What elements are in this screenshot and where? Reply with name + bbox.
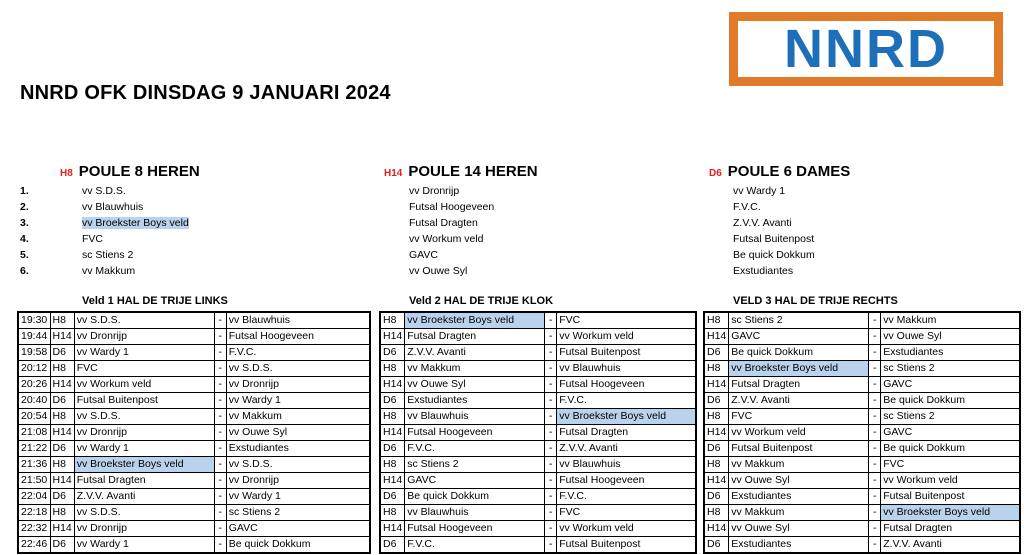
home-team: Exstudiantes <box>729 489 869 505</box>
table-row <box>380 312 696 329</box>
home-team: GAVC <box>405 473 545 489</box>
veld-2-header: Veld 2 HAL DE TRIJE KLOK <box>409 295 554 307</box>
away-team: F.V.C. <box>226 345 370 361</box>
table-row <box>18 473 370 489</box>
page-title: NNRD OFK DINSDAG 9 JANUARI 2024 <box>20 82 391 104</box>
away-team: Exstudiantes <box>226 441 370 457</box>
poule-code: H8 <box>50 361 74 377</box>
home-team: Futsal Dragten <box>405 329 545 345</box>
separator: - <box>869 393 881 409</box>
poule-code: H14 <box>50 329 74 345</box>
home-team: vv Makkum <box>405 361 545 377</box>
separator: - <box>214 409 226 425</box>
separator: - <box>214 345 226 361</box>
poule-code: H14 <box>50 473 74 489</box>
table-row <box>704 329 1020 345</box>
home-team: vv Blauwhuis <box>405 505 545 521</box>
poule-code: H14 <box>380 521 405 537</box>
team-name-highlighted: vv Broekster Boys veld <box>82 217 189 229</box>
table-row <box>380 393 696 409</box>
poule-code: H14 <box>704 329 729 345</box>
away-team: vv Ouwe Syl <box>226 425 370 441</box>
home-team: Exstudiantes <box>405 393 545 409</box>
away-team: GAVC <box>226 521 370 537</box>
table-row <box>704 361 1020 377</box>
home-team: vv Blauwhuis <box>405 409 545 425</box>
home-team: Futsal Buitenpost <box>74 393 214 409</box>
poule-code: H14 <box>50 377 74 393</box>
away-team: F.V.C. <box>557 393 696 409</box>
home-team: Futsal Dragten <box>74 473 214 489</box>
away-team: Z.V.V. Avanti <box>557 441 696 457</box>
team-name: GAVC <box>409 249 438 261</box>
match-time: 19:30 <box>18 312 50 329</box>
veld-3-schedule-table <box>703 311 1021 554</box>
away-team: vv Workum veld <box>557 521 696 537</box>
poule-name: POULE 14 HEREN <box>408 163 538 180</box>
poule-code: H8 <box>704 312 729 329</box>
table-row <box>380 425 696 441</box>
home-team: vv S.D.S. <box>74 505 214 521</box>
away-team: Futsal Hoogeveen <box>226 329 370 345</box>
separator: - <box>869 361 881 377</box>
poule-code: H8 <box>704 409 729 425</box>
table-row <box>704 505 1020 521</box>
separator: - <box>545 521 557 537</box>
away-team: FVC <box>557 312 696 329</box>
separator: - <box>545 537 557 554</box>
home-team: Exstudiantes <box>729 537 869 554</box>
away-team: vv Broekster Boys veld <box>881 505 1020 521</box>
table-row <box>380 409 696 425</box>
away-team: vv Ouwe Syl <box>881 329 1020 345</box>
match-time: 21:36 <box>18 457 50 473</box>
table-row <box>18 537 370 554</box>
poule-code: D6 <box>50 489 74 505</box>
separator: - <box>214 377 226 393</box>
veld-1-schedule-table <box>17 311 371 554</box>
poule-code: H14 <box>380 377 405 393</box>
home-team: vv Broekster Boys veld <box>405 312 545 329</box>
table-row <box>380 473 696 489</box>
away-team: Futsal Dragten <box>557 425 696 441</box>
table-row <box>18 345 370 361</box>
match-time: 22:46 <box>18 537 50 554</box>
away-team: vv Makkum <box>226 409 370 425</box>
poule-code: H8 <box>60 168 73 179</box>
table-row <box>704 377 1020 393</box>
home-team: Z.V.V. Avanti <box>729 393 869 409</box>
poule-code: D6 <box>380 489 405 505</box>
away-team: F.V.C. <box>557 489 696 505</box>
separator: - <box>545 312 557 329</box>
table-row <box>704 537 1020 554</box>
match-time: 19:58 <box>18 345 50 361</box>
home-team: vv S.D.S. <box>74 409 214 425</box>
separator: - <box>545 457 557 473</box>
home-team: vv Dronrijp <box>74 521 214 537</box>
poule-code: H8 <box>50 505 74 521</box>
separator: - <box>869 489 881 505</box>
poule-code: D6 <box>50 345 74 361</box>
separator: - <box>214 473 226 489</box>
poule-code: D6 <box>50 537 74 554</box>
separator: - <box>869 329 881 345</box>
home-team: Be quick Dokkum <box>405 489 545 505</box>
team-name: Z.V.V. Avanti <box>733 217 792 229</box>
team-name: Futsal Dragten <box>409 217 478 229</box>
away-team: Be quick Dokkum <box>881 393 1020 409</box>
poule-code: H8 <box>50 312 74 329</box>
team-name: Be quick Dokkum <box>733 249 815 261</box>
match-time: 22:18 <box>18 505 50 521</box>
poule-code: H8 <box>380 457 405 473</box>
table-row <box>18 312 370 329</box>
poule-code: H14 <box>384 168 403 179</box>
away-team: Z.V.V. Avanti <box>881 537 1020 554</box>
away-team: vv S.D.S. <box>226 457 370 473</box>
away-team: Be quick Dokkum <box>881 441 1020 457</box>
table-row <box>380 505 696 521</box>
rank-label: 5. <box>20 249 29 261</box>
home-team: vv Ouwe Syl <box>729 473 869 489</box>
match-time: 22:32 <box>18 521 50 537</box>
home-team: vv Makkum <box>729 505 869 521</box>
away-team: vv Blauwhuis <box>557 361 696 377</box>
separator: - <box>545 377 557 393</box>
match-time: 20:54 <box>18 409 50 425</box>
away-team: Futsal Buitenpost <box>557 537 696 554</box>
home-team: F.V.C. <box>405 537 545 554</box>
separator: - <box>214 393 226 409</box>
table-row <box>704 521 1020 537</box>
team-name: vv Ouwe Syl <box>409 265 468 277</box>
team-name: F.V.C. <box>733 201 761 213</box>
poule-code: H8 <box>380 312 405 329</box>
separator: - <box>869 425 881 441</box>
away-team: vv Blauwhuis <box>226 312 370 329</box>
away-team: vv Workum veld <box>881 473 1020 489</box>
away-team: vv Makkum <box>881 312 1020 329</box>
veld-3-header: VELD 3 HAL DE TRIJE RECHTS <box>733 295 898 307</box>
home-team: F.V.C. <box>405 441 545 457</box>
separator: - <box>869 457 881 473</box>
home-team: vv Workum veld <box>74 377 214 393</box>
home-team: vv Makkum <box>729 457 869 473</box>
table-row <box>704 312 1020 329</box>
away-team: Futsal Hoogeveen <box>557 473 696 489</box>
table-row <box>380 441 696 457</box>
poule-header-h8 <box>60 163 200 180</box>
table-row <box>18 329 370 345</box>
poule-code: H8 <box>704 457 729 473</box>
poule-header-d6 <box>709 163 850 180</box>
match-time: 21:22 <box>18 441 50 457</box>
separator: - <box>869 377 881 393</box>
poule-code: D6 <box>704 537 729 554</box>
table-row <box>380 361 696 377</box>
poule-list-d6 <box>733 183 815 279</box>
separator: - <box>869 441 881 457</box>
separator: - <box>545 345 557 361</box>
table-row <box>704 393 1020 409</box>
away-team: sc Stiens 2 <box>226 505 370 521</box>
poule-code: H14 <box>704 521 729 537</box>
poule-code: H14 <box>704 425 729 441</box>
separator: - <box>545 489 557 505</box>
separator: - <box>545 505 557 521</box>
table-row <box>704 457 1020 473</box>
away-team: vv Dronrijp <box>226 377 370 393</box>
separator: - <box>869 505 881 521</box>
table-row <box>18 361 370 377</box>
veld-2-schedule-table <box>379 311 697 554</box>
team-name: vv S.D.S. <box>82 185 126 197</box>
poule-code: H8 <box>380 505 405 521</box>
poule-code: D6 <box>50 441 74 457</box>
away-team: vv Blauwhuis <box>557 457 696 473</box>
home-team: vv Wardy 1 <box>74 441 214 457</box>
table-row <box>704 409 1020 425</box>
away-team: FVC <box>557 505 696 521</box>
nnrd-logo-text: NNRD <box>738 21 994 77</box>
match-time: 19:44 <box>18 329 50 345</box>
separator: - <box>545 425 557 441</box>
match-time: 21:50 <box>18 473 50 489</box>
poule-code: H8 <box>704 361 729 377</box>
team-name: Futsal Hoogeveen <box>409 201 495 213</box>
table-row <box>704 489 1020 505</box>
poule-header-h14 <box>384 163 538 180</box>
rank-label: 3. <box>20 217 29 229</box>
home-team: Futsal Buitenpost <box>729 441 869 457</box>
away-team: GAVC <box>881 377 1020 393</box>
separator: - <box>869 345 881 361</box>
table-row <box>380 329 696 345</box>
poule-code: D6 <box>380 345 405 361</box>
home-team: FVC <box>74 361 214 377</box>
away-team: Be quick Dokkum <box>226 537 370 554</box>
table-row <box>18 409 370 425</box>
home-team: sc Stiens 2 <box>405 457 545 473</box>
table-row <box>18 377 370 393</box>
poule-code: D6 <box>709 168 722 179</box>
poule-code: H8 <box>50 409 74 425</box>
separator: - <box>214 361 226 377</box>
away-team: sc Stiens 2 <box>881 361 1020 377</box>
away-team: vv S.D.S. <box>226 361 370 377</box>
separator: - <box>214 425 226 441</box>
home-team: vv Ouwe Syl <box>405 377 545 393</box>
team-name: vv Dronrijp <box>409 185 460 197</box>
separator: - <box>214 521 226 537</box>
home-team: vv Workum veld <box>729 425 869 441</box>
separator: - <box>869 537 881 554</box>
poule-code: H8 <box>50 457 74 473</box>
poule-code: H8 <box>380 361 405 377</box>
home-team: vv Wardy 1 <box>74 537 214 554</box>
table-row <box>18 393 370 409</box>
separator: - <box>869 521 881 537</box>
veld-1-header: Veld 1 HAL DE TRIJE LINKS <box>82 295 228 307</box>
poule-code: H14 <box>50 425 74 441</box>
table-row <box>380 489 696 505</box>
table-row <box>704 345 1020 361</box>
home-team: Z.V.V. Avanti <box>74 489 214 505</box>
away-team: Futsal Buitenpost <box>881 489 1020 505</box>
away-team: Futsal Buitenpost <box>557 345 696 361</box>
separator: - <box>545 393 557 409</box>
table-row <box>18 441 370 457</box>
poule-code: D6 <box>380 393 405 409</box>
separator: - <box>545 441 557 457</box>
table-row <box>380 521 696 537</box>
away-team: sc Stiens 2 <box>881 409 1020 425</box>
table-row <box>704 425 1020 441</box>
separator: - <box>545 329 557 345</box>
match-time: 20:26 <box>18 377 50 393</box>
rank-label: 6. <box>20 265 29 277</box>
team-name: vv Blauwhuis <box>82 201 144 213</box>
poule-name: POULE 6 DAMES <box>727 163 851 180</box>
match-time: 22:04 <box>18 489 50 505</box>
match-time: 20:40 <box>18 393 50 409</box>
separator: - <box>869 473 881 489</box>
table-row <box>18 457 370 473</box>
poule-code: D6 <box>380 537 405 554</box>
poule-list-h8 <box>20 183 189 279</box>
away-team: Futsal Hoogeveen <box>557 377 696 393</box>
rank-label: 2. <box>20 201 29 213</box>
poule-code: D6 <box>704 489 729 505</box>
home-team: vv Wardy 1 <box>74 345 214 361</box>
team-name: FVC <box>82 233 103 245</box>
separator: - <box>214 312 226 329</box>
poule-code: H14 <box>380 425 405 441</box>
separator: - <box>545 409 557 425</box>
poule-code: H14 <box>380 473 405 489</box>
poule-code: H14 <box>50 521 74 537</box>
table-row <box>18 521 370 537</box>
poule-code: H14 <box>380 329 405 345</box>
separator: - <box>214 505 226 521</box>
table-row <box>704 473 1020 489</box>
match-time: 21:08 <box>18 425 50 441</box>
separator: - <box>214 537 226 554</box>
separator: - <box>214 489 226 505</box>
team-name: vv Workum veld <box>409 233 484 245</box>
poule-code: H14 <box>704 377 729 393</box>
rank-label: 4. <box>20 233 29 245</box>
table-row <box>380 377 696 393</box>
poule-code: H8 <box>704 505 729 521</box>
separator: - <box>214 457 226 473</box>
away-team: vv Wardy 1 <box>226 489 370 505</box>
home-team: Be quick Dokkum <box>729 345 869 361</box>
team-name: Exstudiantes <box>733 265 794 277</box>
poule-code: H14 <box>704 473 729 489</box>
away-team: vv Broekster Boys veld <box>557 409 696 425</box>
away-team: vv Workum veld <box>557 329 696 345</box>
poule-name: POULE 8 HEREN <box>78 163 200 180</box>
separator: - <box>869 409 881 425</box>
home-team: vv Ouwe Syl <box>729 521 869 537</box>
poule-code: D6 <box>50 393 74 409</box>
poule-list-h14 <box>409 183 494 279</box>
home-team: sc Stiens 2 <box>729 312 869 329</box>
separator: - <box>214 329 226 345</box>
away-team: GAVC <box>881 425 1020 441</box>
home-team: Futsal Hoogeveen <box>405 425 545 441</box>
team-name: sc Stiens 2 <box>82 249 134 261</box>
home-team: vv Dronrijp <box>74 425 214 441</box>
home-team: Futsal Dragten <box>729 377 869 393</box>
home-team: GAVC <box>729 329 869 345</box>
team-name: vv Wardy 1 <box>733 185 786 197</box>
table-row <box>380 537 696 554</box>
poule-code: D6 <box>704 345 729 361</box>
home-team: Z.V.V. Avanti <box>405 345 545 361</box>
team-name: Futsal Buitenpost <box>733 233 815 245</box>
poule-code: D6 <box>380 441 405 457</box>
nnrd-logo <box>729 12 1003 86</box>
home-team: vv Dronrijp <box>74 329 214 345</box>
separator: - <box>214 441 226 457</box>
table-row <box>18 489 370 505</box>
table-row <box>18 425 370 441</box>
away-team: vv Dronrijp <box>226 473 370 489</box>
away-team: Exstudiantes <box>881 345 1020 361</box>
separator: - <box>869 312 881 329</box>
away-team: Futsal Dragten <box>881 521 1020 537</box>
poule-code: D6 <box>704 393 729 409</box>
separator: - <box>545 361 557 377</box>
home-team: vv S.D.S. <box>74 312 214 329</box>
team-name: vv Makkum <box>82 265 136 277</box>
table-row <box>18 505 370 521</box>
away-team: FVC <box>881 457 1020 473</box>
away-team: vv Wardy 1 <box>226 393 370 409</box>
home-team: FVC <box>729 409 869 425</box>
table-row <box>704 441 1020 457</box>
home-team: vv Broekster Boys veld <box>74 457 214 473</box>
home-team: vv Broekster Boys veld <box>729 361 869 377</box>
table-row <box>380 345 696 361</box>
match-time: 20:12 <box>18 361 50 377</box>
poule-code: H8 <box>380 409 405 425</box>
separator: - <box>545 473 557 489</box>
table-row <box>380 457 696 473</box>
poule-code: D6 <box>704 441 729 457</box>
rank-label: 1. <box>20 185 29 197</box>
home-team: Futsal Hoogeveen <box>405 521 545 537</box>
